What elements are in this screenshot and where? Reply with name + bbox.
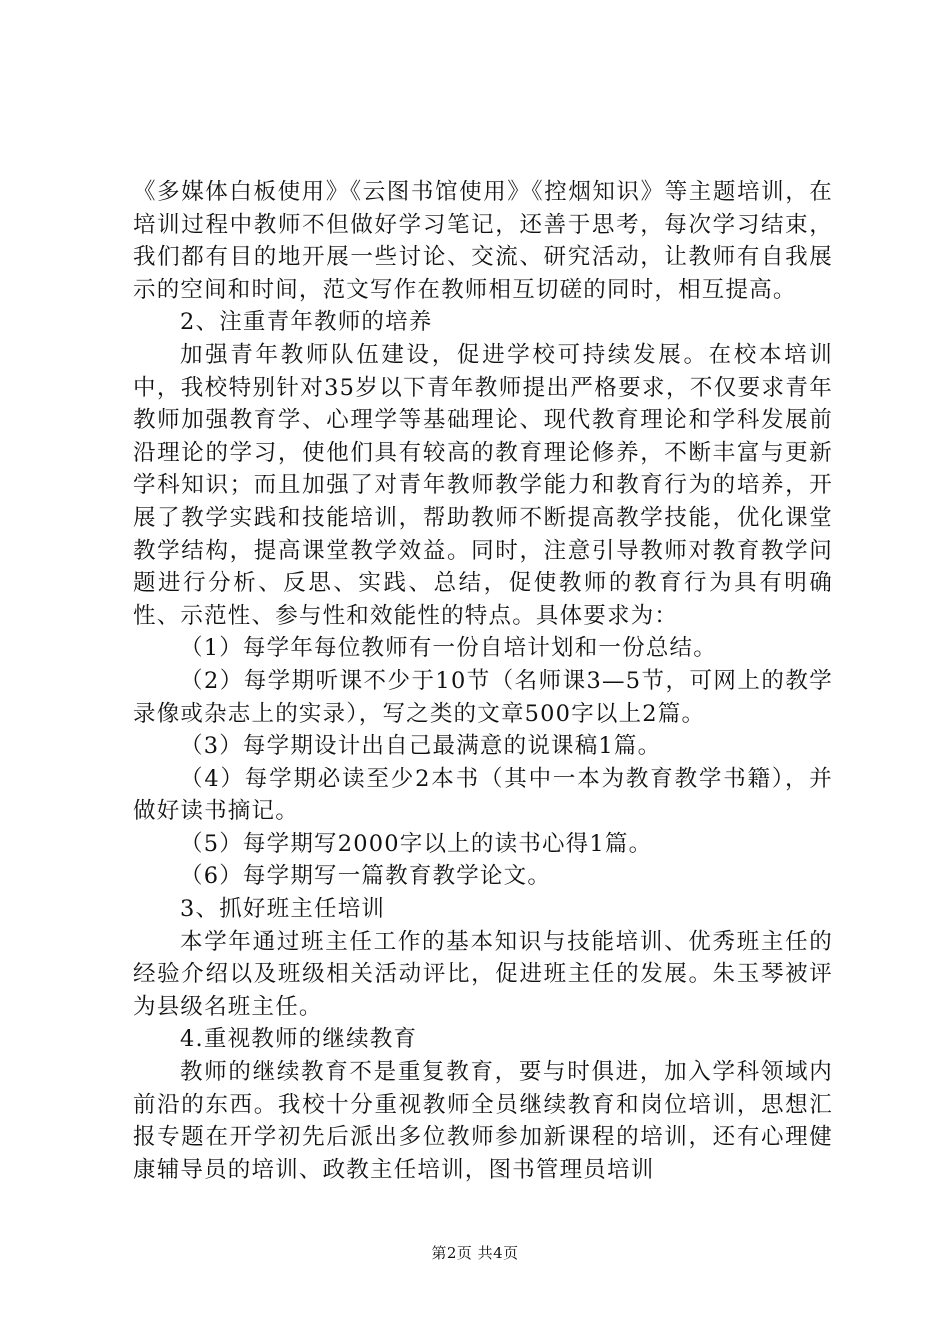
requirement-item-2: （2）每学期听课不少于10节（名师课3—5节，可网上的教学录像或杂志上的实录），写之类的文章500字以上2篇。 (133, 667, 833, 727)
paragraph-training-topics: 《多媒体白板使用》《云图书馆使用》《控烟知识》等主题培训，在培训过程中教师不但做好学习笔记，还善于思考，每次学习结束，我们都有目的地开展一些讨论、交流、研究活动，让教师有自我展示的空间和时间，范文写作在教师相互切磋的同时，相互提高。 (133, 179, 833, 303)
paragraph-class-teacher-training: 本学年通过班主任工作的基本知识与技能培训、优秀班主任的经验介绍以及班级相关活动评比，促进班主任的发展。朱玉琴被评为县级名班主任。 (133, 928, 833, 1020)
requirement-item-5: （5）每学期写2000字以上的读书心得1篇。 (180, 830, 653, 857)
requirement-item-6: （6）每学期写一篇教育教学论文。 (180, 863, 552, 890)
heading-young-teachers: 2、注重青年教师的培养 (180, 309, 433, 336)
paragraph-continuing-education: 教师的继续教育不是重复教育，要与时俱进，加入学科领域内前沿的东西。我校十分重视教师全员继续教育和岗位培训，思想汇报专题在开学初先后派出多位教师参加新课程的培训，还有心理健康辅导员的培训、政教主任培训，图书管理员培训 (133, 1059, 833, 1183)
heading-continuing-education: 4.重视教师的继续教育 (180, 1026, 418, 1053)
paragraph-young-teachers: 加强青年教师队伍建设，促进学校可持续发展。在校本培训中，我校特别针对35岁以下青年教师提出严格要求，不仅要求青年教师加强教育学、心理学等基础理论、现代教育理论和学科发展前沿理论的学习，使他们具有较高的教育理论修养，不断丰富与更新学科知识；而且加强了对青年教师教学能力和教育行为的培养，开展了教学实践和技能培训，帮助教师不断提高教学技能，优化课堂教学结构，提高课堂教学效益。同时，注意引导教师对教育教学问题进行分析、反思、实践、总结，促使教师的教育行为具有明确性、示范性、参与性和效能性的特点。具体要求为： (133, 341, 833, 629)
page-footer (0, 1242, 950, 1263)
document-body (133, 176, 833, 1186)
page-number-label: 第2页 共4页 (431, 1244, 519, 1262)
requirement-item-4: （4）每学期必读至少2本书（其中一本为教育教学书籍），并做好读书摘记。 (133, 765, 833, 825)
requirement-item-3: （3）每学期设计出自己最满意的说课稿1篇。 (180, 733, 662, 760)
heading-class-teacher-training: 3、抓好班主任培训 (180, 896, 386, 923)
requirement-item-1: （1）每学年每位教师有一份自培计划和一份总结。 (180, 635, 717, 662)
